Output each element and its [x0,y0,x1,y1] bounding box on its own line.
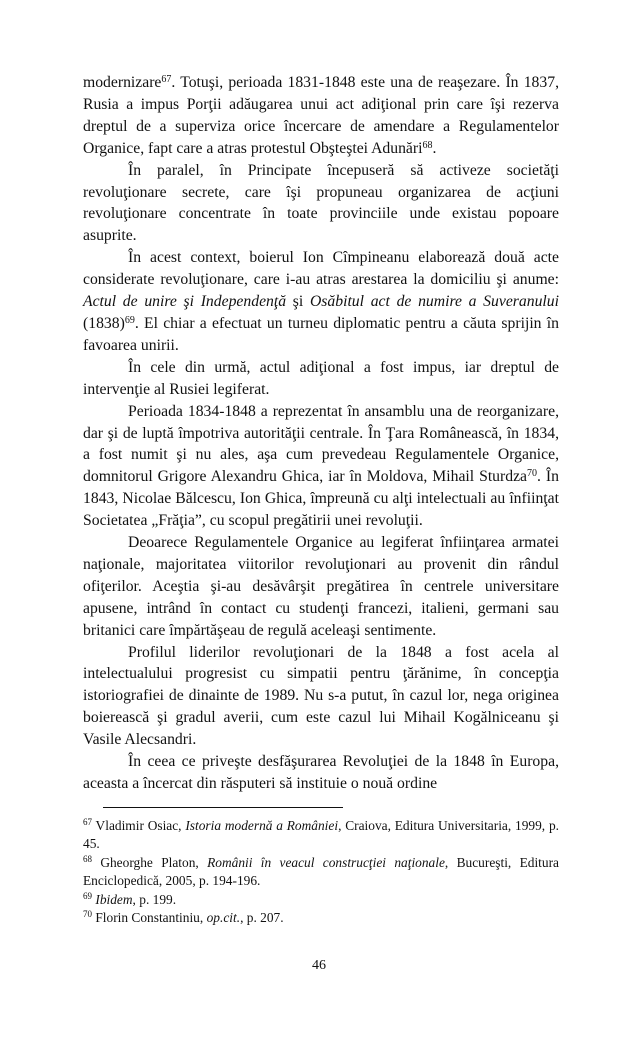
italic-title: Osăbitul act de numire a Suveranului [309,293,559,311]
paragraph [83,72,559,160]
text-run: . El chiar a efectuat un turneu diplomatic pentru a căuta sprijin în favoarea unirii. [83,314,559,354]
text-run: . În 1843, Nicolae Bălcescu, Ion Ghica, împreună cu alţi intelectuali au înfiinţat Societatea „Frăţia”, cu scopul pregătirii unei revoluţii. [83,468,559,530]
text-run: , p. 199. [132,891,177,907]
text-run: Perioada 1834-1848 a reprezentat în ansamblu una de reorganizare, dar şi de luptă împotriva autorităţii centrale. În Ţara Românească, în 1834, a fost numit şi nu ales, aşa cum prevedeau Regulamentele Organice, domnitorul Grigore Alexandru Ghica, iar în Moldova, Mihail Sturdza [83,402,559,486]
paragraph [83,642,559,752]
paragraph [83,401,559,532]
footnote-marker: 67 [83,816,92,827]
footnote-separator [103,807,343,808]
footnote-marker: 70 [83,908,92,919]
footnote-marker: 68 [83,853,92,864]
italic-title: Românii în veacul construcţiei naţionale [207,854,445,870]
paragraph [83,532,559,642]
italic-title: Actul de unire şi Independenţă [83,293,287,311]
italic-title: Istoria modernă a României [185,817,339,833]
footnote-marker: 69 [83,890,92,901]
text-run: Deoarece Regulamentele Organice au legiferat înfiinţarea armatei naţionale, majoritatea viitorilor revoluţionari au provenit din rândul ofiţerilor. Aceştia şi-au desăvârşit pregătirea în centrele universitare apusene, intrând în contact cu studenţi francezi, italieni, germani sau britanici care împărtăşeau de regulă aceleaşi sentimente. [83,534,559,639]
footnotes [83,817,559,927]
text-run: În paralel, în Principate începuseră să activeze societăţi revoluţionare secrete, care îşi propuneau organizarea de acţiuni revoluţionare concentrate în toate provinciile unde existau popoare asuprite. [83,161,559,245]
text-run: şi [286,293,310,311]
footnote-marker: 67 [161,74,172,85]
text-run: , Bucureşti, Editura Enciclopedică, 2005, p. 194-196. [83,854,559,889]
text-run: (1838) [83,314,125,332]
text-run: . Totuşi, perioada 1831-1848 este una de reaşezare. În 1837, Rusia a impus Porţii adăugarea unui act adiţional prin care îşi rezerva dreptul de a superviza orice încercare de amendare a Regulamentelor Organice, fapt care a atras protestul Obşteştei Adunări [83,74,559,157]
footnote [83,817,559,854]
footnote [83,854,559,891]
text-run: În acest context, boierul Ion Cîmpineanu elaborează două acte considerate revoluţionare, care i-au atras arestarea la domiciliu şi anume: [83,249,559,289]
text-run: , Craiova, Editura Universitaria, 1999, p. 45. [83,817,559,852]
footnote [83,891,559,909]
footnote-marker: 70 [527,468,538,480]
text-run: . [432,139,437,157]
paragraph [83,247,559,357]
text-run: Florin Constantiniu, [92,909,207,925]
text-run: În cele din urmă, actul adiţional a fost impus, iar dreptul de intervenţie al Rusiei legiferat. [83,358,559,398]
text-run: , p. 207. [240,909,284,925]
page-body [83,72,559,927]
italic-title: op.cit. [206,909,241,925]
footnote-marker: 68 [422,139,433,151]
italic-title: Ibidem [95,891,133,907]
text-run: În ceea ce priveşte desfăşurarea Revoluţiei de la 1848 în Europa, aceasta a încercat din răsputeri să instituie o nouă ordine [83,753,559,792]
paragraph [83,751,559,795]
paragraph [83,357,559,401]
paragraph [83,160,559,248]
text-run: Profilul liderilor revoluţionari de la 1848 a fost acela al intelectualului progresist cu simpatii pentru ţărănime, în concepţia istoriografiei de dinainte de 1989. Nu s-a putut, în cazul lor, nega originea boierească şi gradul averii, cum este cazul lui Mihail Kogălniceanu şi Vasile Alecsandri. [83,643,559,749]
page-number: 46 [312,958,326,973]
text-run: Gheorghe Platon, [92,854,208,870]
text-run: modernizare [83,74,162,91]
text-run: Vladimir Osiac, [92,817,186,833]
footnote [83,909,559,927]
footnote-marker: 69 [124,314,135,326]
main-text [83,72,559,795]
